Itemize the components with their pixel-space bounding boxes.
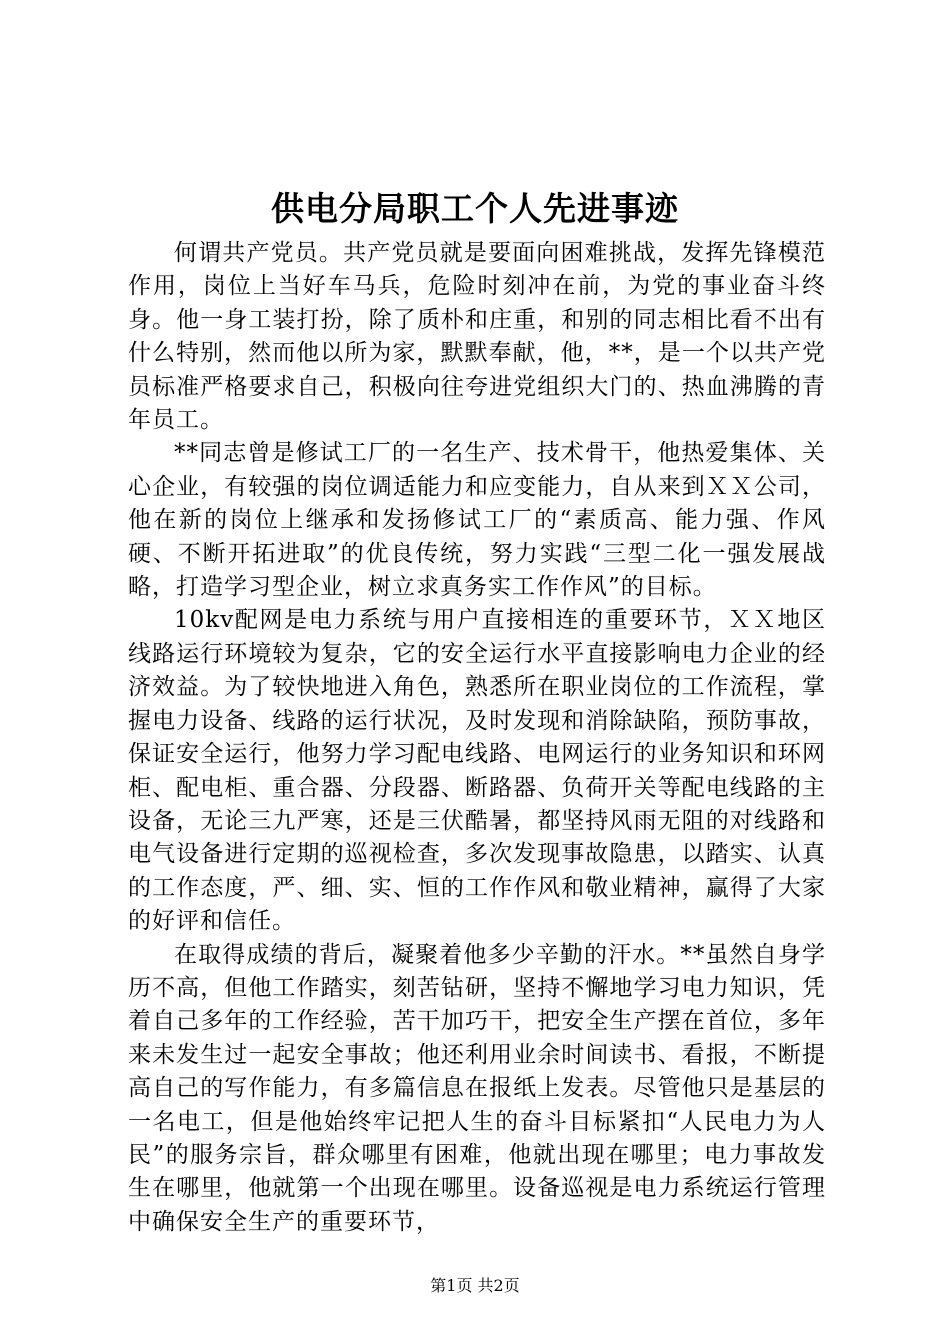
document-title: 供电分局职工个人先进事迹 [271,189,679,228]
document-body [128,237,826,1239]
paragraph-3: 10kv配网是电力系统与用户直接相连的重要环节，ＸＸ地区线路运行环境较为复杂，它的安全运行水平直接影响电力企业的经济效益。为了较快地进入角色，熟悉所在职业岗位的工作流程，掌握电力设备、线路的运行状况，及时发现和消除缺陷，预防事故，保证安全运行，他努力学习配电线路、电网运行的业务知识和环网柜、配电柜、重合器、分段器、断路器、负荷开关等配电线路的主设备，无论三九严寒，还是三伏酷暑，都坚持风雨无阻的对线路和电气设备进行定期的巡视检查，多次发现事故隐患，以踏实、认真的工作态度，严、细、实、恒的工作作风和敬业精神，赢得了大家的好评和信任。 [128,607,826,935]
paragraph-2: **同志曾是修试工厂的一名生产、技术骨干，他热爱集体、关心企业，有较强的岗位调适能力和应变能力，自从来到ＸＸ公司，他在新的岗位上继承和发扬修试工厂的“素质高、能力强、作风硬、不断开拓进取”的优良传统，努力实践“三型二化一强发展战略，打造学习型企业，树立求真务实工作作风”的目标。 [128,440,826,601]
page-footer: 第1页 共2页 [430,1276,520,1295]
paragraph-1: 何谓共产党员。共产党员就是要面向困难挑战，发挥先锋模范作用，岗位上当好车马兵，危险时刻冲在前，为党的事业奋斗终身。他一身工装打扮，除了质朴和庄重，和别的同志相比看不出有什么特别，然而他以所为家，默默奉献，他，**，是一个以共产党员标准严格要求自己，积极向往夸进党组织大门的、热血沸腾的青年员工。 [128,240,826,434]
paragraph-4: 在取得成绩的背后，凝聚着他多少辛勤的汗水。**虽然自身学历不高，但他工作踏实，刻苦钻研，坚持不懈地学习电力知识，凭着自己多年的工作经验，苦干加巧干，把安全生产摆在首位，多年来未发生过一起安全事故；他还利用业余时间读书、看报，不断提高自己的写作能力，有多篇信息在报纸上发表。尽管他只是基层的一名电工，但是他始终牢记把人生的奋斗目标紧扣“人民电力为人民”的服务宗旨，群众哪里有困难，他就出现在哪里；电力事故发生在哪里，他就第一个出现在哪里。设备巡视是电力系统运行管理中确保安全生产的重要环节， [128,941,826,1235]
